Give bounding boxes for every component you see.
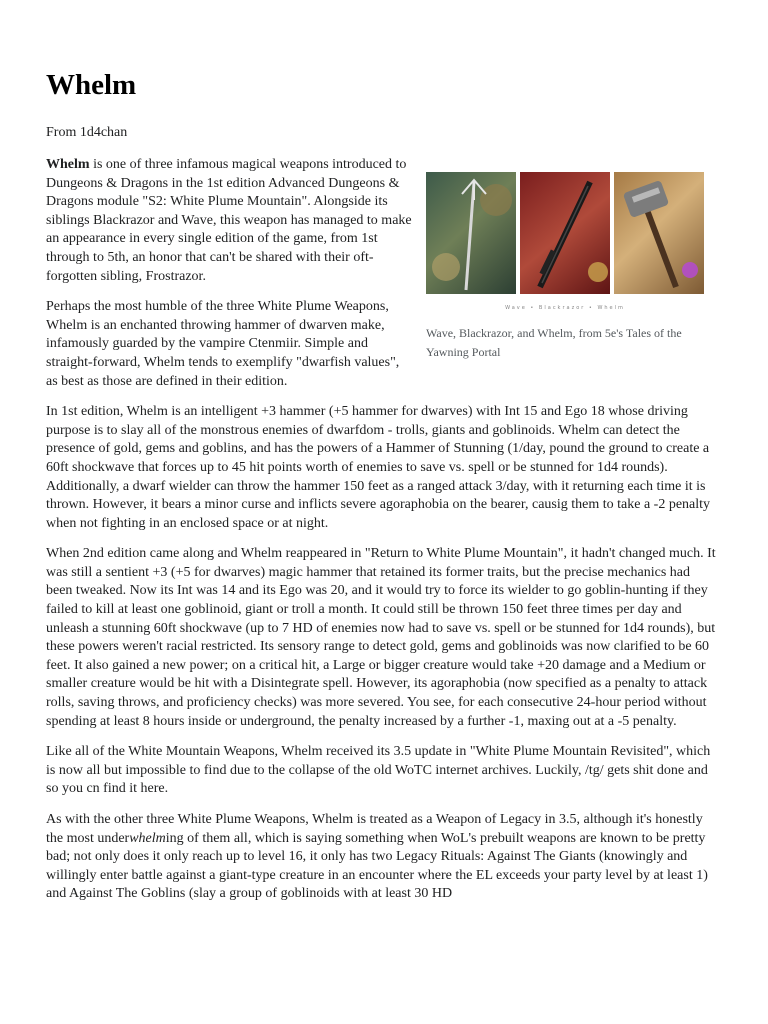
wave-trident-image — [426, 172, 516, 294]
bold-term: Whelm — [46, 157, 90, 172]
paragraph-weapon-of-legacy: As with the other three White Plume Weapons, Whelm is treated as a Weapon of Legacy in 3.5, although it's honestly the most underwhelming of them all, which is saying something when WoL's prebuilt weapons are known to be pretty bad; not only does it only reach up to level 16, it only has two Legacy Rituals: Against The Giants (knowingly and willingly enter battle against a giant-type creature in an encounter where the EL exceeds your party level by at least 1) and Against The Goblins (slay a group of goblinoids with at least 30 HD — [46, 812, 708, 902]
paragraph-description: Perhaps the most humble of the three White Plume Weapons, Whelm is an enchanted throwing hammer of dwarven make, infamously guarded by the vampire Ctenmiir. Simple and straight-forward, Whelm tends to exemplify "dwarfish values", as best as those are defined in their edition. — [46, 299, 400, 389]
figure-caption: Wave, Blackrazor, and Whelm, from 5e's Tales of the Yawning Portal — [426, 325, 682, 359]
site-subtitle: From 1d4chan — [46, 125, 128, 140]
italic-pun: whelm — [129, 830, 166, 846]
article-body — [46, 156, 716, 916]
paragraph-intro: Whelm is one of three infamous magical weapons introduced to Dungeons & Dragons in the 1st edition Advanced Dungeons & Dragons module "S2: White Plume Mountain". Alongside its siblings Blackrazor and Wave, this weapon has managed to make an appearance in every single edition of the game, from 1st through to 5th, an honor that can't be shared with their oft-forgotten sibling, Frostrazor. — [46, 157, 412, 284]
image-strip-label: Wave • Blackrazor • Whelm — [505, 305, 625, 311]
paragraph-2nd-edition: When 2nd edition came along and Whelm reappeared in "Return to White Plume Mountain", it hadn't changed much. It was still a sentient +3 (+5 for dwarves) magic hammer that retained its former traits, but the precise mechanics had been tweaked. Now its Int was 14 and its Ego was 20, and it would try to force its wielder to go goblin-hunting if they failed to kill at least one goblinoid, giant or troll a month. It could still be thrown 150 feet three times per day and unleash a stunning 60ft shockwave (up to 7 HD of enemies now had to save vs. spell or be stunned for 1d4 rounds), but these powers weren't racial restricted. Its sensory range to detect gold, gems and goblinoids was now clarified to be 60 feet. It also gained a new power; on a critical hit, a Large or bigger creature would take +20 damage and a Medium or smaller creature would be hit with a Disintegrate spell. However, its agoraphobia (now specified as a penalty to attack rolls, saving throws, and proficiency checks) was more severed. You see, for each consecutive 24-hour period without spending at least 8 hours inside or underground, the penalty increased by a further -1, maxing out at a -5 penalty. — [46, 546, 716, 729]
page-title: Whelm — [46, 69, 137, 101]
whelm-hammer-image — [614, 172, 704, 294]
blackrazor-sword-image — [520, 172, 610, 294]
paragraph-1st-edition: In 1st edition, Whelm is an intelligent +3 hammer (+5 hammer for dwarves) with Int 15 and Ego 18 whose driving purpose is to slay all of the monstrous enemies of dwarfdom - trolls, giants and goblinoids. Whelm can detect the presence of gold, gems and goblins, and has the powers of a Hammer of Stunning (1/day, pound the ground to create a 60ft shockwave that forces up to 45 hit points worth of enemies to save vs. spell or be stunned for 1d4 rounds). Additionally, a dwarf wielder can throw the hammer 150 feet as a ranged attack 3/day, with it returning each time it is thrown. However, it bears a minor curse and inflicts severe agoraphobia on the bearer, causig them to take a -2 penalty when not fighting in an enclosed space or at night. — [46, 404, 711, 531]
thumbnail-figure — [426, 172, 716, 362]
weapons-image[interactable] — [426, 172, 704, 298]
paragraph-3-5-update: Like all of the White Mountain Weapons, Whelm received its 3.5 update in "White Plume Mountain Revisited", which is now all but impossible to find due to the collapse of the old WoTC internet archives. Luckily, /tg/ gets shit done and so you cn find it here. — [46, 744, 711, 797]
